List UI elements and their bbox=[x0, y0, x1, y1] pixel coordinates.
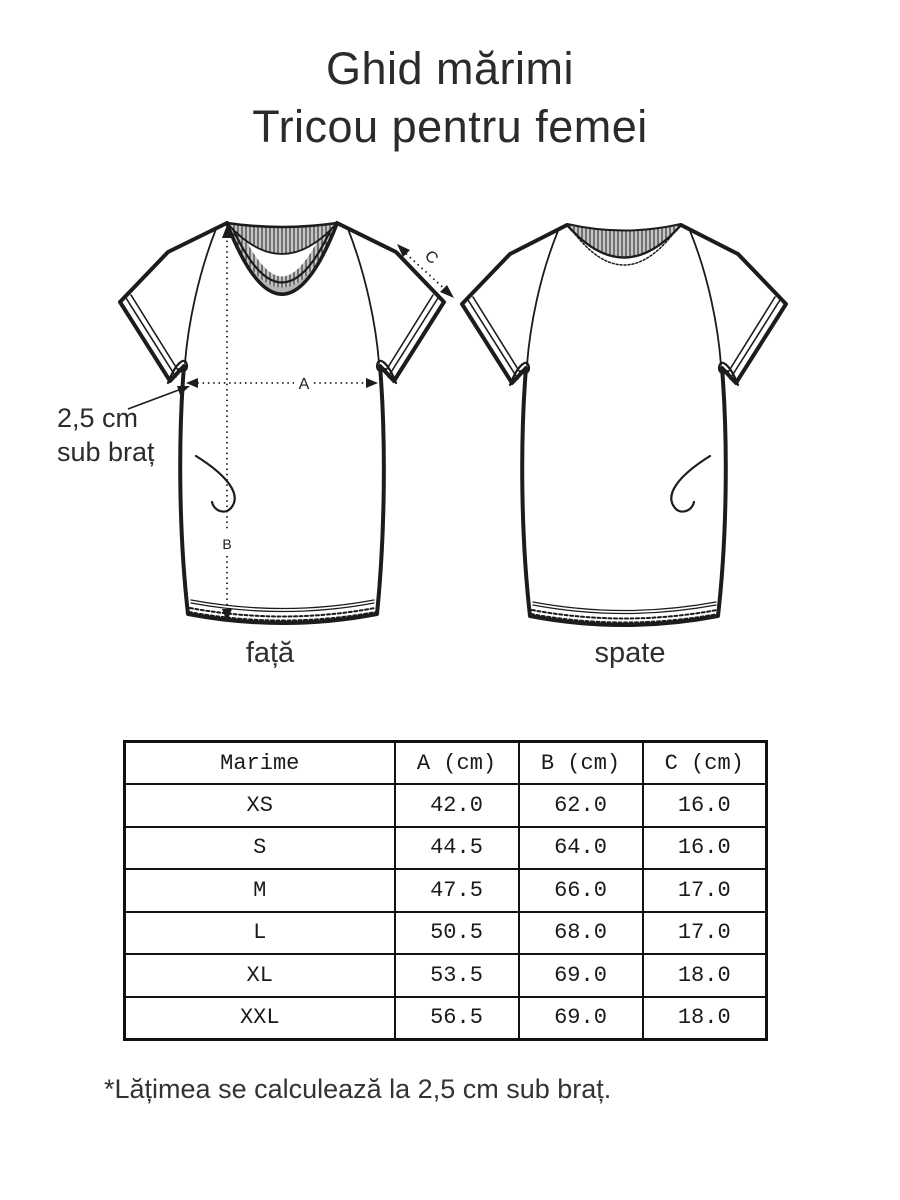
table-row bbox=[125, 912, 767, 955]
measure-a-label: A bbox=[298, 376, 310, 393]
measure-b-label: B bbox=[222, 536, 232, 552]
cell-a: 56.5 bbox=[395, 997, 519, 1040]
underarm-annotation bbox=[57, 401, 155, 469]
underarm-annotation-line1: 2,5 cm bbox=[57, 403, 139, 433]
footnote: *Lățimea se calculează la 2,5 cm sub braț. bbox=[104, 1074, 612, 1104]
cell-c: 16.0 bbox=[643, 827, 767, 870]
cell-size: XL bbox=[125, 954, 395, 997]
header-a: A (cm) bbox=[395, 742, 519, 785]
measure-c-arrow-bottom bbox=[440, 285, 454, 298]
cell-size: XXL bbox=[125, 997, 395, 1040]
table-row bbox=[125, 784, 767, 827]
header-c: C (cm) bbox=[643, 742, 767, 785]
cell-c: 17.0 bbox=[643, 912, 767, 955]
cell-size: M bbox=[125, 869, 395, 912]
front-view-label: față bbox=[245, 637, 295, 669]
underarm-annotation-line2: sub braț bbox=[57, 437, 155, 467]
cell-c: 17.0 bbox=[643, 869, 767, 912]
header-b: B (cm) bbox=[519, 742, 643, 785]
cell-b: 62.0 bbox=[519, 784, 643, 827]
page-title-line1: Ghid mărimi bbox=[325, 43, 575, 94]
cell-c: 18.0 bbox=[643, 997, 767, 1040]
back-shirt-drawing bbox=[462, 225, 786, 625]
cell-b: 69.0 bbox=[519, 997, 643, 1040]
cell-a: 47.5 bbox=[395, 869, 519, 912]
cell-size: XS bbox=[125, 784, 395, 827]
size-table-header-row bbox=[125, 742, 767, 785]
cell-b: 69.0 bbox=[519, 954, 643, 997]
front-shirt-drawing bbox=[120, 223, 444, 623]
back-view-label: spate bbox=[594, 637, 666, 669]
table-row bbox=[125, 997, 767, 1040]
table-row bbox=[125, 869, 767, 912]
cell-c: 16.0 bbox=[643, 784, 767, 827]
cell-c: 18.0 bbox=[643, 954, 767, 997]
cell-b: 68.0 bbox=[519, 912, 643, 955]
table-row bbox=[125, 954, 767, 997]
header-size: Marime bbox=[125, 742, 395, 785]
back-shirt-outline bbox=[462, 225, 786, 625]
cell-size: L bbox=[125, 912, 395, 955]
cell-a: 44.5 bbox=[395, 827, 519, 870]
cell-size: S bbox=[125, 827, 395, 870]
cell-a: 42.0 bbox=[395, 784, 519, 827]
cell-a: 53.5 bbox=[395, 954, 519, 997]
measure-c-label: C bbox=[421, 247, 441, 268]
table-row bbox=[125, 827, 767, 870]
cell-a: 50.5 bbox=[395, 912, 519, 955]
size-table bbox=[123, 740, 768, 1041]
cell-b: 66.0 bbox=[519, 869, 643, 912]
cell-b: 64.0 bbox=[519, 827, 643, 870]
page-title bbox=[0, 40, 900, 156]
page-title-line2: Tricou pentru femei bbox=[252, 101, 648, 152]
